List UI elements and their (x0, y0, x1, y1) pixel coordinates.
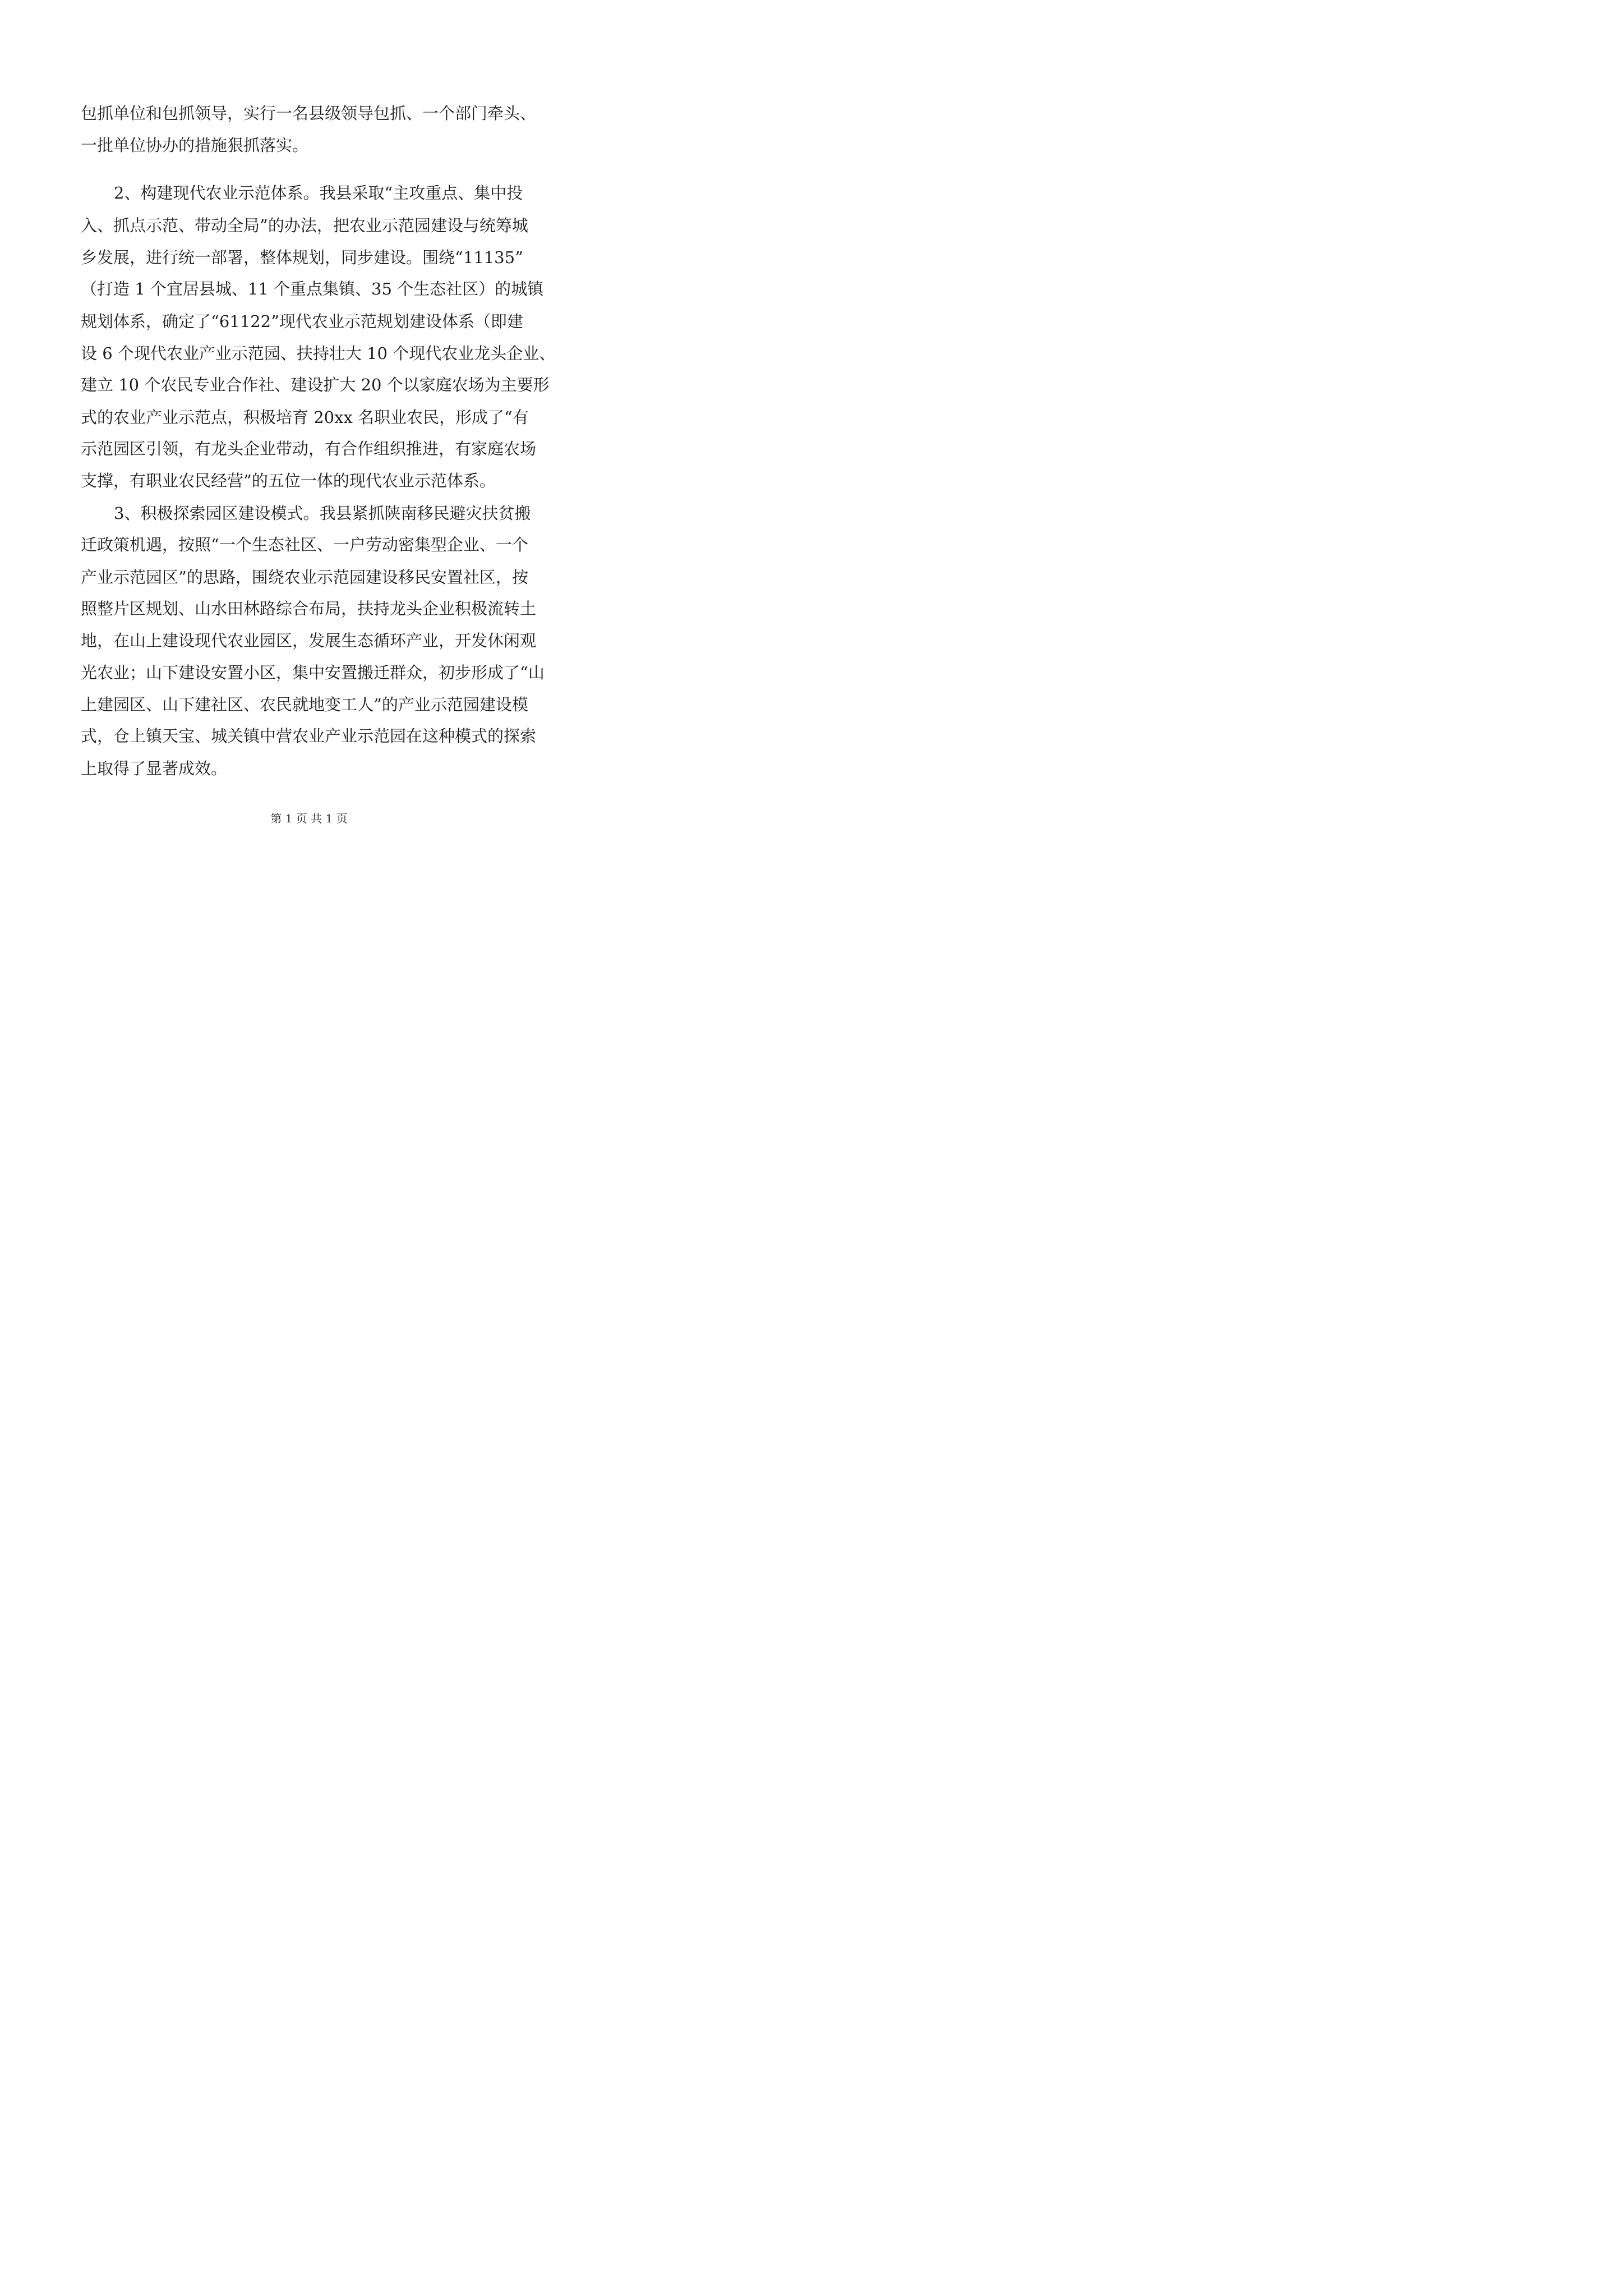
text-line: 上建园区、山下建社区、农民就地变工人”的产业示范园建设模 (81, 695, 528, 714)
text-line: 照整片区规划、山水田林路综合布局，扶持龙头企业积极流转土 (81, 599, 537, 618)
text-line: 产业示范园区”的思路，围绕农业示范园建设移民安置社区，按 (81, 568, 528, 587)
text-line: 乡发展，进行统一部署，整体规划，同步建设。围绕“11135” (81, 248, 523, 267)
text-line: 支撑，有职业农民经营”的五位一体的现代农业示范体系。 (81, 471, 496, 490)
text-line: 光农业；山下建设安置小区，集中安置搬迁群众，初步形成了“山 (81, 663, 545, 682)
text-line: 式，仓上镇天宝、城关镇中营农业产业示范园在这种模式的探索 (81, 726, 537, 746)
text-line: 设 6 个现代农业产业示范园、扶持壮大 10 个现代农业龙头企业、 (81, 344, 556, 363)
text-line: 入、抓点示范、带动全局”的办法，把农业示范园建设与统筹城 (81, 216, 528, 235)
paragraph-2-start: 2、构建现代农业示范体系。我县采取“主攻重点、集中投 (114, 183, 523, 203)
text-line: 式的农业产业示范点，积极培育 20xx 名职业农民，形成了“有 (81, 408, 529, 427)
text-line: 迁政策机遇，按照“一个生态社区、一户劳动密集型企业、一个 (81, 535, 528, 554)
text-line: 规划体系，确定了“61122”现代农业示范规划建设体系（即建 (81, 312, 523, 331)
text-line: 包抓单位和包抓领导，实行一名县级领导包抓、一个部门牵头、 (81, 104, 537, 123)
document-page (0, 0, 618, 874)
page-footer: 第 1 页 共 1 页 (270, 812, 348, 825)
text-line: 一批单位协办的措施狠抓落实。 (81, 136, 309, 155)
text-line: 示范园区引领，有龙头企业带动，有合作组织推进，有家庭农场 (81, 439, 537, 458)
text-line: 上取得了显著成效。 (81, 759, 228, 778)
text-line: 建立 10 个农民专业合作社、建设扩大 20 个以家庭农场为主要形 (81, 375, 550, 394)
text-line: 地，在山上建设现代农业园区，发展生态循环产业，开发休闲观 (81, 631, 537, 650)
paragraph-3-start: 3、积极探索园区建设模式。我县紧抓陕南移民避灾扶贫搬 (114, 504, 531, 523)
text-line: （打造 1 个宜居县城、11 个重点集镇、35 个生态社区）的城镇 (81, 279, 544, 298)
